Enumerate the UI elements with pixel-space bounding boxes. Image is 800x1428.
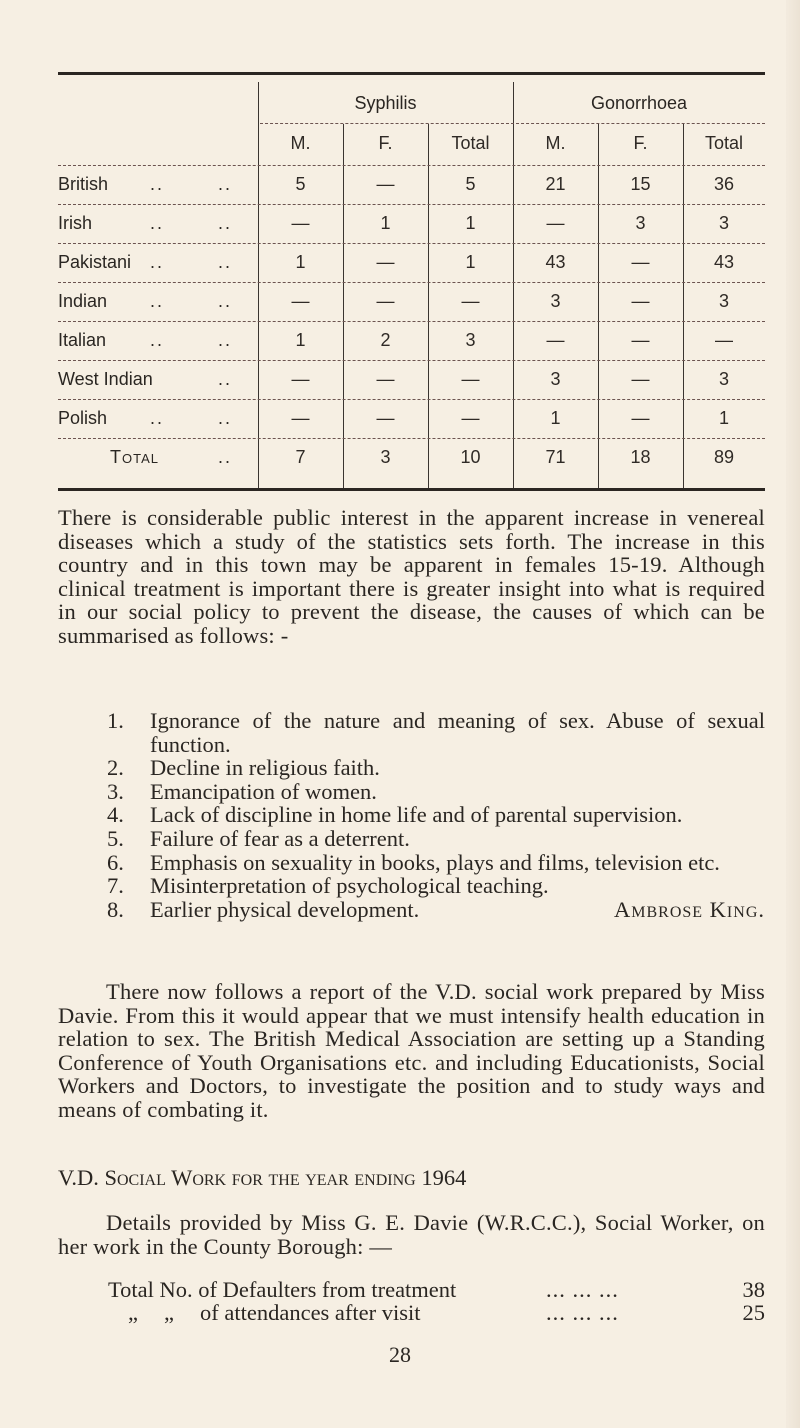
dot-leader: .. — [218, 252, 233, 272]
subheader-gonorrhoea-total: Total — [704, 133, 744, 153]
dot-leader: .. — [218, 447, 233, 467]
table-cell: — — [291, 408, 310, 428]
total-cell: 3 — [380, 447, 391, 467]
table-cell: 3 — [718, 213, 729, 233]
total-cell: 7 — [295, 447, 306, 467]
table-cell: — — [291, 213, 310, 233]
table-cell: 43 — [545, 252, 566, 272]
subheader-gonorrhoea-female: F. — [633, 133, 648, 153]
group-header-gonorrhoea: Gonorrhoea — [590, 93, 688, 113]
table-cell: 1 — [380, 213, 391, 233]
table-row-line — [58, 282, 765, 283]
row-label-text: British — [58, 174, 109, 194]
table-cell: 3 — [550, 369, 561, 389]
list-item — [58, 827, 765, 851]
list-item-text: Emancipation of women. — [150, 778, 377, 804]
list-item-text: Earlier physical development. — [150, 896, 420, 922]
table-row-line — [58, 360, 765, 361]
table-cell: — — [546, 330, 565, 350]
table-cell: 21 — [545, 174, 566, 194]
page-edge — [786, 0, 800, 1428]
dot-leader: .. — [150, 408, 165, 428]
row-label-text: West Indian — [58, 369, 153, 389]
list-item — [58, 756, 765, 780]
vd-nationality-table — [58, 72, 765, 492]
list-item-number: 3. — [107, 778, 124, 804]
dot-leader: .. — [150, 291, 165, 311]
stat-value: 25 — [742, 1300, 765, 1325]
table-cell: — — [376, 408, 395, 428]
table-cell: 5 — [295, 174, 306, 194]
table-bottom-rule — [58, 488, 765, 491]
row-label-text: Polish — [58, 408, 108, 428]
table-cell: 3 — [718, 369, 729, 389]
list-item — [58, 851, 765, 875]
causes-list — [58, 709, 765, 921]
row-label-text: Italian — [58, 330, 107, 350]
table-cell: — — [376, 291, 395, 311]
list-item-text: Ignorance of the nature and meaning of sex. Abuse of sexual function. — [150, 708, 765, 757]
section-heading-year: 1964 — [415, 1165, 467, 1190]
row-label-text: Indian — [58, 291, 108, 311]
table-cell: 1 — [718, 408, 729, 428]
table-cell: — — [461, 369, 480, 389]
table-cell: 3 — [718, 291, 729, 311]
table-cell: 3 — [635, 213, 646, 233]
dot-leader: .. — [218, 408, 233, 428]
row-label — [58, 173, 248, 195]
table-cell: 1 — [465, 252, 476, 272]
total-cell: 71 — [545, 447, 566, 467]
dot-leader: .. — [218, 330, 233, 350]
section-heading-prefix: V.D. — [58, 1165, 105, 1190]
table-cell: — — [461, 408, 480, 428]
row-label — [58, 212, 248, 234]
table-cell: 1 — [295, 252, 306, 272]
total-label: Total — [110, 447, 159, 467]
table-cell: — — [376, 252, 395, 272]
table-cell: — — [631, 369, 650, 389]
list-item-number: 8. — [107, 896, 124, 922]
stat-label: Total No. of Defaulters from treatment — [108, 1277, 457, 1302]
section-heading-title: Social Work for the year ending — [104, 1165, 416, 1190]
table-cell: 43 — [713, 252, 735, 272]
table-cell: — — [291, 369, 310, 389]
list-item-number: 4. — [107, 802, 124, 828]
table-cell: 3 — [550, 291, 561, 311]
list-item-text: Emphasis on sexuality in books, plays and films, television etc. — [150, 849, 720, 875]
table-row-line — [58, 165, 765, 166]
group-header-syphilis: Syphilis — [354, 93, 417, 113]
table-top-rule — [58, 72, 765, 75]
list-item-number: 1. — [107, 708, 124, 733]
table-cell: 36 — [713, 174, 735, 194]
dot-leader: .. — [218, 213, 233, 233]
row-label — [58, 251, 248, 273]
paragraph-vd-report: There now follows a report of the V.D. social work prepared by Miss Davie. From this it would appear that we must intensify health education in relation to sex. The British Medical Association are setting up a Standing Conference of Youth Organisations etc. and including Educationists, Social Workers and Doctors, to investigate the position and to study ways and means of combating it. — [58, 979, 765, 1122]
row-label-text: Irish — [58, 213, 93, 233]
list-item-number: 6. — [107, 849, 124, 875]
subheader-syphilis-female: F. — [378, 133, 393, 153]
stat-row-attendances — [108, 1301, 765, 1325]
stat-leader: ... ... ... — [546, 1300, 619, 1325]
list-item — [58, 803, 765, 827]
list-item-number: 2. — [107, 755, 124, 781]
list-item — [58, 709, 765, 756]
table-subheader-line — [260, 123, 765, 124]
subheader-gonorrhoea-male: M. — [545, 133, 566, 153]
list-item — [58, 874, 765, 898]
table-cell: 3 — [465, 330, 476, 350]
total-cell: 10 — [460, 447, 481, 467]
table-cell: 1 — [295, 330, 306, 350]
table-cell: — — [715, 330, 733, 350]
list-item-number: 7. — [107, 873, 124, 899]
row-label — [58, 290, 248, 312]
table-cell: 2 — [380, 330, 391, 350]
dot-leader: .. — [218, 369, 233, 389]
list-item — [58, 898, 765, 922]
ditto-mark: „ — [128, 1300, 138, 1325]
table-cell: — — [631, 330, 650, 350]
ditto-mark: „ — [164, 1300, 174, 1325]
paragraph-details: Details provided by Miss G. E. Davie (W.R.C.C.), Social Worker, on her work in the County Borough: — — [58, 1210, 765, 1259]
stat-row-defaulters — [108, 1278, 765, 1302]
table-cell: — — [631, 408, 650, 428]
table-cell: 1 — [550, 408, 561, 428]
table-cell: — — [376, 174, 395, 194]
dot-leader: .. — [150, 174, 165, 194]
list-item-number: 5. — [107, 825, 124, 851]
table-cell: — — [376, 369, 395, 389]
table-cell: 1 — [465, 213, 476, 233]
subheader-syphilis-total: Total — [451, 133, 490, 153]
table-row-line — [58, 321, 765, 322]
table-cell: 5 — [465, 174, 476, 194]
paragraph-public-interest: There is considerable public interest in the apparent increase in venereal diseases which a study of the statistics sets forth. The increase in this country and in this town may be apparent in females 15-19. Although clinical treatment is important there is greater insight into what is required in our social policy to prevent the disease, the causes of which can be summarised as follows: - — [58, 505, 765, 648]
table-row-line — [58, 438, 765, 439]
row-label — [58, 407, 248, 429]
list-item-text: Failure of fear as a deterrent. — [150, 825, 410, 851]
table-row-line — [58, 399, 765, 400]
dot-leader: .. — [218, 291, 233, 311]
row-label-text: Pakistani — [58, 252, 132, 272]
stat-leader: ... ... ... — [546, 1277, 619, 1302]
row-label — [58, 368, 248, 390]
stat-value: 38 — [742, 1277, 765, 1302]
table-cell: — — [631, 291, 650, 311]
table-cell: — — [291, 291, 310, 311]
table-cell: — — [461, 291, 480, 311]
subheader-syphilis-male: M. — [290, 133, 311, 153]
table-row-line — [58, 204, 765, 205]
section-heading — [58, 1166, 466, 1190]
dot-leader: .. — [150, 330, 165, 350]
table-cell: 15 — [630, 174, 651, 194]
signature: Ambrose King. — [614, 896, 765, 922]
total-cell: 18 — [630, 447, 651, 467]
table-cell: — — [546, 213, 565, 233]
list-item-text: Lack of discipline in home life and of parental supervision. — [150, 802, 683, 828]
list-item — [58, 780, 765, 804]
dot-leader: .. — [150, 213, 165, 233]
list-item-text: Decline in religious faith. — [150, 755, 380, 781]
page-number: 28 — [389, 1342, 411, 1367]
dot-leader: .. — [150, 252, 165, 272]
total-cell: 89 — [713, 447, 735, 467]
table-cell: — — [631, 252, 650, 272]
list-item-text: Misinterpretation of psychological teaching. — [150, 873, 549, 899]
dot-leader: .. — [218, 174, 233, 194]
row-label — [58, 329, 248, 351]
table-row-line — [58, 243, 765, 244]
stat-label: of attendances after visit — [200, 1300, 421, 1325]
